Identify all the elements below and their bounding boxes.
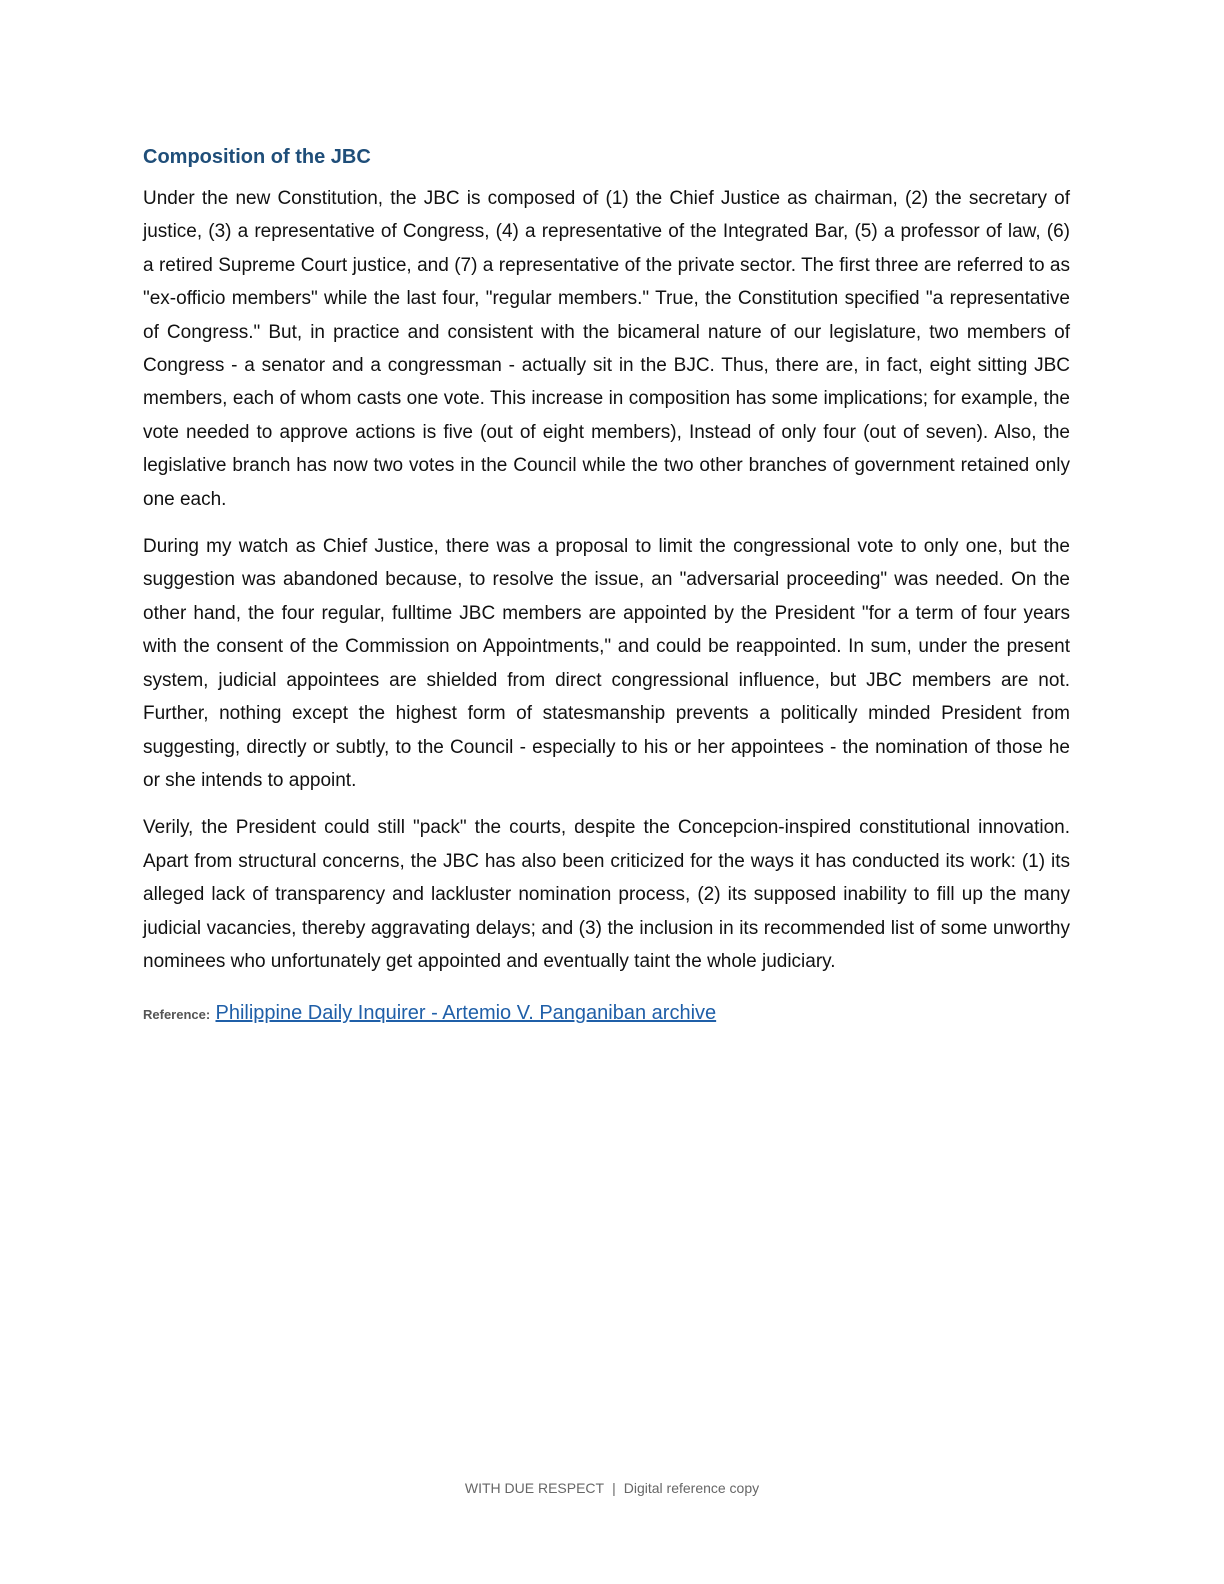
paragraph-composition: Under the new Constitution, the JBC is composed of (1) the Chief Justice as chairman, (2) the secretary of justice, (3) a representative of Congress, (4) a representative of the Integrated Bar, (5) a professor of law, (6) a retired Supreme Court justice, and (7) a representative of the private sector. The first three are referred to as "ex-officio members" while the last four, "regular members." True, the Constitution specified "a representative of Congress." But, in practice and consistent with the bicameral nature of our legislature, two members of Congress - a senator and a congressman - actually sit in the BJC. Thus, there are, in fact, eight sitting JBC members, each of whom casts one vote. This increase in composition has some implications; for example, the vote needed to approve actions is five (out of eight members), Instead of only four (out of seven). Also, the legislative branch has now two votes in the Council while the two other branches of government retained only one each.	[143, 188, 1070, 510]
footer-separator: |	[612, 1480, 616, 1496]
paragraph-criticism: Verily, the President could still "pack" the courts, despite the Concepcion-inspired constitutional innovation. Apart from structural concerns, the JBC has also been criticized for the ways it has conducted its work: (1) its alleged lack of transparency and lackluster nomination process, (2) its supposed inability to fill up the many judicial vacancies, thereby aggravating delays; and (3) the inclusion in its recommended list of some unworthy nominees who unfortunately get appointed and eventually taint the whole judiciary.	[143, 817, 1070, 972]
reference-link[interactable]: Philippine Daily Inquirer - Artemio V. Panganiban archive	[215, 1002, 717, 1025]
page-footer	[0, 1478, 1224, 1498]
document-content	[143, 140, 1070, 1030]
paragraph-appointments: During my watch as Chief Justice, there was a proposal to limit the congressional vote to only one, but the suggestion was abandoned because, to resolve the issue, an "adversarial proceeding" was needed. On the other hand, the four regular, fulltime JBC members are appointed by the President "for a term of four years with the consent of the Commission on Appointments," and could be reappointed. In sum, under the present system, judicial appointees are shielded from direct congressional influence, but JBC members are not. Further, nothing except the highest form of statesmanship prevents a politically minded President from suggesting, directly or subtly, to the Council - especially to his or her appointees - the nomination of those he or she intends to appoint.	[143, 536, 1070, 791]
section-heading: Composition of the JBC	[143, 146, 371, 168]
footer-subtitle: Digital reference copy	[623, 1480, 760, 1496]
reference-line	[143, 998, 1070, 1030]
footer-title: WITH DUE RESPECT	[464, 1480, 605, 1496]
reference-label: Reference:	[143, 1007, 211, 1023]
